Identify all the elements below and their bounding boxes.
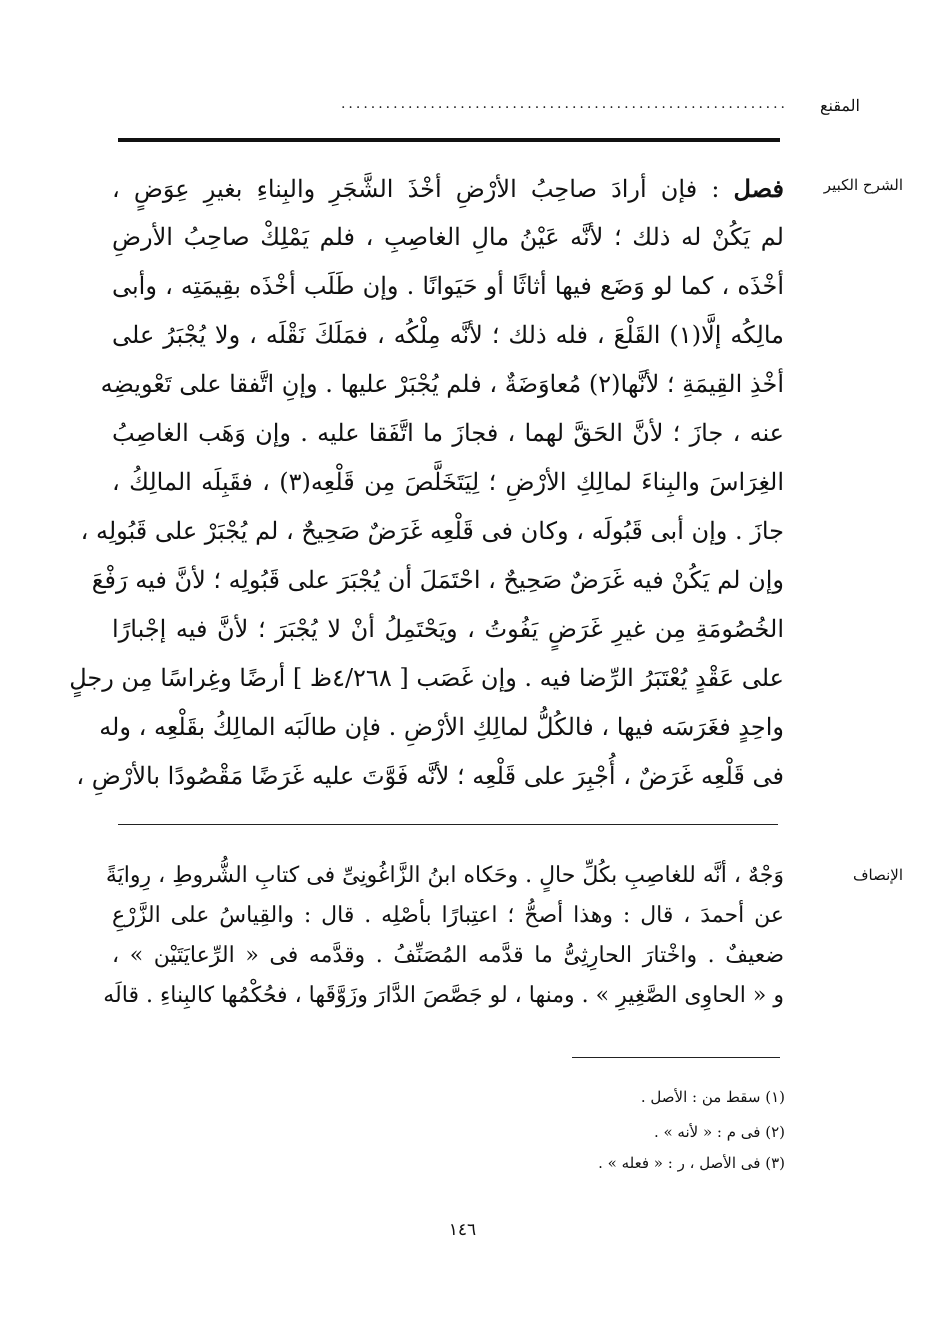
text-line: فصل : فإن أرادَ صاحِبُ الأرْضِ أخْذَ الشَّجَرِ والبِناءِ بغيرِ عِوَضٍ ،: [112, 174, 784, 203]
page-number: ١٤٦: [448, 1220, 477, 1240]
footnote-rule: [572, 1057, 780, 1058]
header-dot-leader: ............................................................: [340, 96, 788, 112]
text-line: وَجْهٌ ، أنَّه للغاصِبِ بكُلِّ حالٍ . وحَكاه ابنُ الزَّاغُونِىِّ فى كتابِ الشُّروطِ ، رِوايَةً: [105, 863, 784, 888]
footnote-3: (٣) فى الأصل ، ر : « فعله » .: [598, 1154, 785, 1172]
text-line: ضعيفٌ . واخْتارَ الحارِثِىُّ ما قدَّمه المُصَنِّفُ . وقدَّمه فى « الرِّعايَتَيْن » ،: [112, 943, 784, 968]
text-line: جازَ . وإن أبى قَبُولَه ، وكان فى قَلْعِه غَرَضٌ صَحِيحٌ ، لم يُجْبَرْ على قَبُولِه ،: [80, 517, 784, 545]
running-header-title: المقنع: [819, 96, 860, 115]
header-rule: [118, 138, 780, 142]
text-line: لم يَكُنْ له ذلك ؛ لأنَّه عَيْنُ مالِ الغاصِبِ ، فلم يَمْلِكْ صاحِبُ الأرضِ: [112, 223, 784, 251]
side-label-insaf: الإنصاف: [852, 866, 903, 884]
text-line: وإن لم يَكُنْ فيه غَرَضٌ صَحِيحٌ ، احْتَمَلَ أن يُجْبَرَ على قَبُولِه ؛ لأنَّ فيه رَفْعَ: [91, 566, 784, 594]
insaf-text: [103, 856, 784, 1016]
text-line: الخُصُومَةِ مِن غيرِ غَرَضٍ يَفُوتُ ، ويَحْتَمِلُ أنْ لا يُجْبَرَ ؛ لأنَّ فيه إجْبارًا: [112, 615, 784, 643]
text-line: و « الحاوِى الصَّغِيرِ » . ومنها ، لو جَصَّصَ الدَّارَ وزَوَّقَها ، فحُكْمُها كالبِناءِ . قالَه: [103, 983, 784, 1008]
text-line: أخْذِ القِيمَةِ ؛ لأنَّها(٢) مُعاوَضَةٌ ، فلم يُجْبَرْ عليها . وإنِ اتَّفقا على تَعْويضِه: [100, 370, 784, 398]
text-line: الغِرَاسَ والبِناءَ لمالِكِ الأرْضِ ؛ لِيَتَخَلَّصَ مِن قَلْعِه(٣) ، فقَبِلَه المالِكُ ،: [112, 468, 785, 496]
footnote-1: (١) سقط من : الأصل .: [640, 1088, 785, 1106]
section-lead-word: فصل: [733, 174, 784, 203]
text-line: واحِدٍ فغَرَسَه فيها ، فالكُلُّ لمالِكِ الأرْضِ . فإن طالَبَه المالِكُ بقَلْعِه ، وله: [99, 713, 784, 741]
text-line: مالِكُه إلَّا(١) القَلْعَ ، فله ذلك ؛ لأنَّه مِلْكُه ، فمَلَكَ نَقْلَه ، ولا يُجْبَرُ على: [112, 321, 785, 349]
text-line: أخْذَه ، كما لو وَضَع فيها أثاثًا أو حَيَوانًا . وإن طَلَب أخْذَه بقِيمَتِه ، وأبى: [112, 272, 785, 300]
text-line: فى قَلْعِه غَرَضٌ ، أُجْبِرَ على قَلْعِه ؛ لأنَّه فَوَّتَ عليه غَرَضًا مَقْصُودًا بالأرْضِ ،: [76, 762, 784, 790]
text-line: على عَقْدٍ يُعْتَبَرُ الرِّضا فيه . وإن غَصَب [ ٤/٢٦٨ظ ] أرضًا وغِراسًا مِن رجلٍ: [69, 664, 784, 692]
side-label-sharh: الشرح الكبير: [823, 176, 903, 194]
text-line: عنه ، جازَ ؛ لأنَّ الحَقَّ لهما ، فجازَ ما اتَّفَقا عليه . وإن وَهَب الغاصِبُ: [112, 419, 784, 447]
text-line: عن أحمدَ ، قال : وهذا أصحُّ ؛ اعتِبارًا بأصْلِه . قال : والقِياسُ على الزَّرْعِ: [112, 903, 784, 928]
main-text: [69, 164, 785, 801]
section-divider: [118, 824, 778, 825]
footnote-2: (٢) فى م : « لأنه » .: [653, 1123, 785, 1141]
